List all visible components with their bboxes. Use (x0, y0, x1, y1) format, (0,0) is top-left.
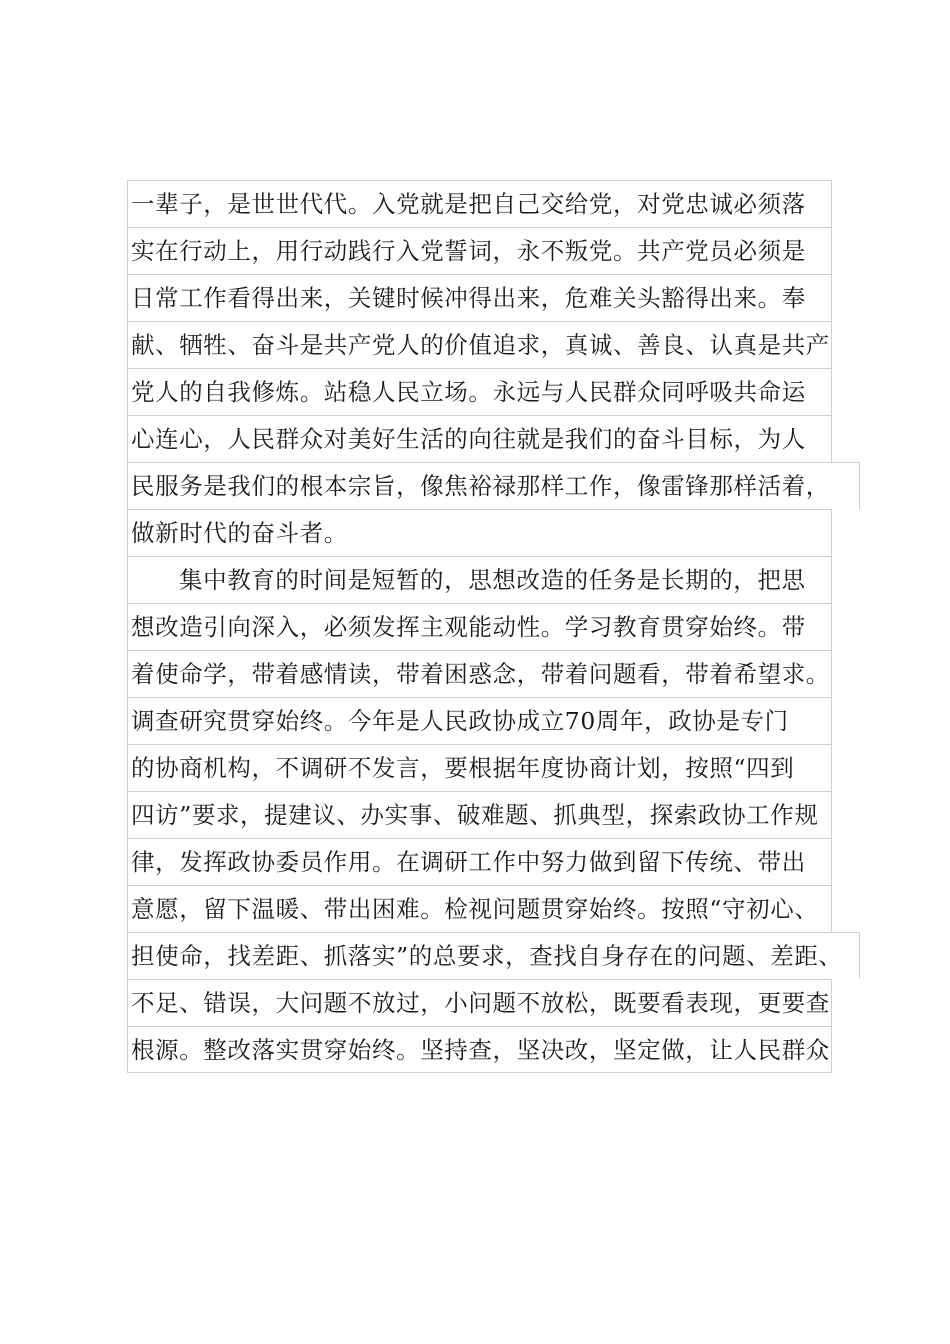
text-line: 担使命，找差距、抓落实”的总要求，查找自身存在的问题、差距、 (127, 932, 860, 979)
text-line: 一辈子，是世世代代。入党就是把自己交给党，对党忠诚必须落 (127, 180, 832, 227)
text-line: 心连心，人民群众对美好生活的向往就是我们的奋斗目标，为人 (127, 415, 832, 462)
body-text (127, 180, 843, 1073)
text-line: 意愿，留下温暖、带出困难。检视问题贯穿始终。按照“守初心、 (127, 885, 832, 932)
text-line: 做新时代的奋斗者。 (127, 509, 832, 556)
text-line: 党人的自我修炼。站稳人民立场。永远与人民群众同呼吸共命运 (127, 368, 832, 415)
text-line: 的协商机构，不调研不发言，要根据年度协商计划，按照“四到 (127, 744, 832, 791)
text-line: 调查研究贯穿始终。今年是人民政协成立70周年，政协是专门 (127, 697, 832, 744)
text-line: 着使命学，带着感情读，带着困惑念，带着问题看，带着希望求。 (127, 650, 832, 697)
text-line: 律，发挥政协委员作用。在调研工作中努力做到留下传统、带出 (127, 838, 832, 885)
text-line: 四访”要求，提建议、办实事、破难题、抓典型，探索政协工作规 (127, 791, 832, 838)
text-line: 想改造引向深入，必须发挥主观能动性。学习教育贯穿始终。带 (127, 603, 832, 650)
text-line: 实在行动上，用行动践行入党誓词，永不叛党。共产党员必须是 (127, 227, 832, 274)
text-line: 献、牺牲、奋斗是共产党人的价值追求，真诚、善良、认真是共产 (127, 321, 832, 368)
text-line: 根源。整改落实贯穿始终。坚持查，坚决改，坚定做，让人民群众 (127, 1026, 832, 1073)
text-line: 民服务是我们的根本宗旨，像焦裕禄那样工作，像雷锋那样活着， (127, 462, 860, 509)
paragraph-first-line: 集中教育的时间是短暂的，思想改造的任务是长期的，把思 (127, 556, 832, 603)
text-line: 日常工作看得出来，关键时候冲得出来，危难关头豁得出来。奉 (127, 274, 832, 321)
text-line: 不足、错误，大问题不放过，小问题不放松，既要看表现，更要查 (127, 979, 832, 1026)
